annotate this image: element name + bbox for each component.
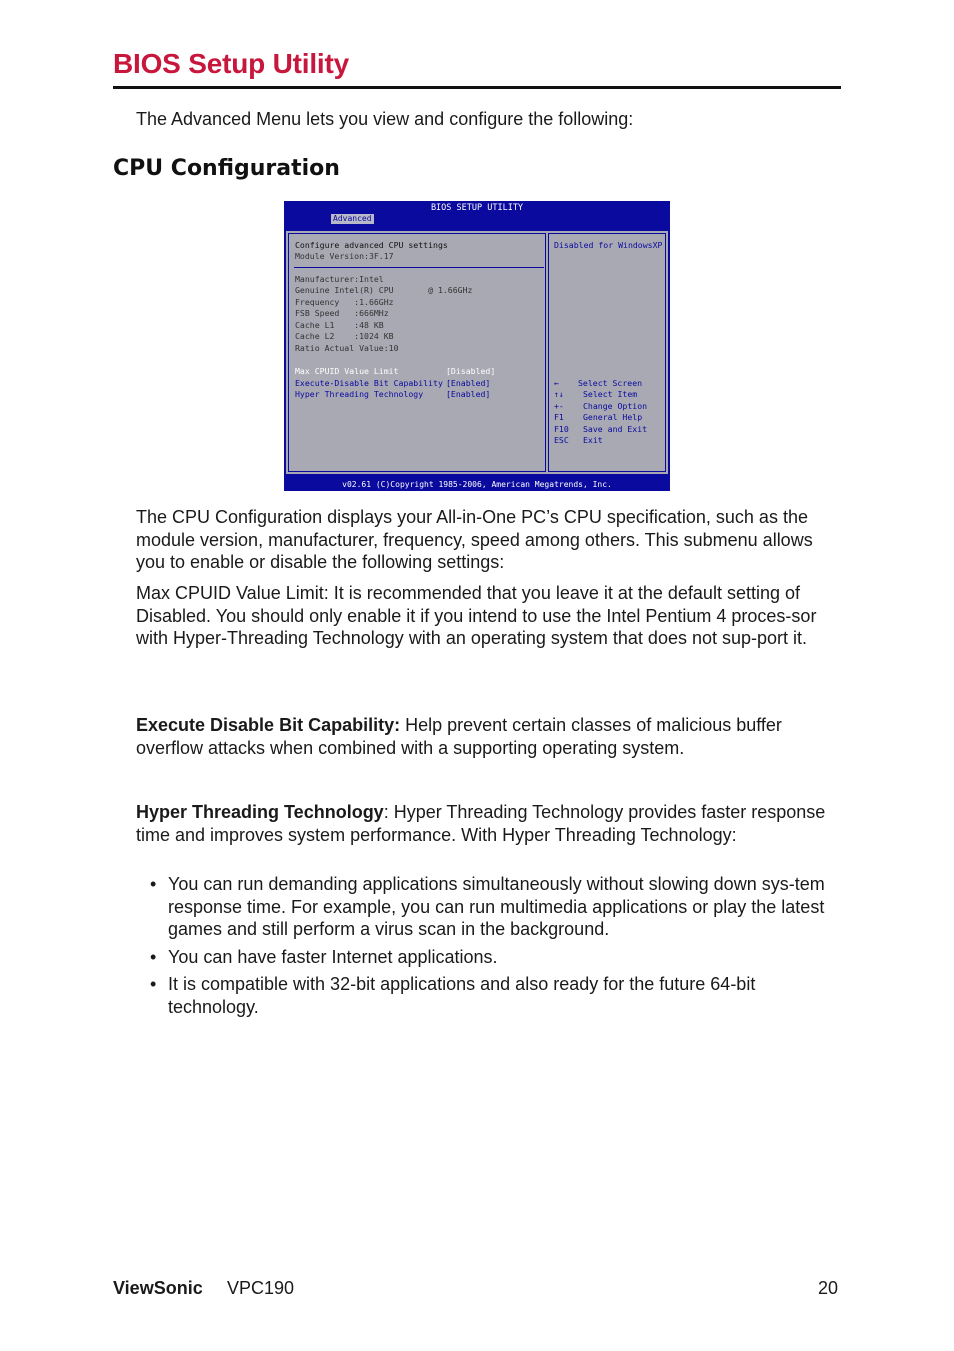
list-item <box>150 973 840 1018</box>
execute-disable-term: Execute Disable Bit Capability: <box>136 715 401 735</box>
bios-left-pane <box>288 233 546 472</box>
bios-setting-label[interactable]: Execute-Disable Bit Capability <box>295 378 443 388</box>
list-item <box>150 946 840 969</box>
execute-disable-description <box>136 714 841 759</box>
bios-line: Frequency :1.66GHz <box>295 297 394 307</box>
footer-brand: ViewSonic <box>113 1278 203 1298</box>
bios-key: ← <box>554 378 559 388</box>
bios-screenshot <box>284 201 670 491</box>
list-item-text: It is compatible with 32-bit applications and also ready for the future 64-bit technology. <box>168 974 756 1017</box>
bullet-mark: • <box>150 874 157 894</box>
bios-line: Ratio Actual Value:10 <box>295 343 399 353</box>
title-rule <box>113 86 841 89</box>
bios-key-desc: Select Screen <box>578 378 643 388</box>
bios-line: FSB Speed :666MHz <box>295 308 389 318</box>
bios-key: ↑↓ <box>554 389 564 399</box>
hyper-threading-term: Hyper Threading Technology <box>136 802 384 822</box>
bios-key-desc: Exit <box>583 435 603 445</box>
bios-setting-value[interactable]: [Enabled] <box>446 389 491 399</box>
footer-model: VPC190 <box>227 1278 295 1298</box>
bios-title: BIOS SETUP UTILITY <box>430 203 524 213</box>
intro-text: The Advanced Menu lets you view and configure the following: <box>136 109 634 129</box>
bios-tab-bar <box>284 213 670 225</box>
bios-line: Module Version:3F.17 <box>295 251 394 261</box>
page-title: BIOS Setup Utility <box>113 48 349 79</box>
list-item <box>150 873 840 941</box>
bios-line: Cache L1 :48 KB <box>295 320 384 330</box>
bullet-mark: • <box>150 974 157 994</box>
bios-line: Cache L2 :1024 KB <box>295 331 394 341</box>
page-number: 20 <box>818 1278 839 1298</box>
hyper-threading-text: : Hyper Threading Technology provides faster response time and improves system performance. With Hyper Threading Technology: <box>136 802 826 845</box>
bios-help-text: Disabled for WindowsXP <box>554 240 663 250</box>
bullet-mark: • <box>150 946 157 967</box>
cpu-config-description: The CPU Configuration displays your All-in-One PC’s CPU specification, such as the module version, manufacturer, frequency, speed among others. This submenu allows you to enable or disable the following settings: <box>136 507 813 572</box>
bios-line: Configure advanced CPU settings <box>295 240 448 250</box>
bios-copyright: v02.61 (C)Copyright 1985-2006, American Megatrends, Inc. <box>342 480 612 489</box>
bios-tab-advanced: Advanced <box>333 214 372 223</box>
bios-key-desc: Select Item <box>583 389 638 399</box>
bios-line: Manufacturer:Intel <box>295 274 384 284</box>
section-heading: CPU Configuration <box>113 156 340 181</box>
bios-setting-label[interactable]: Max CPUID Value Limit <box>295 366 399 376</box>
bios-key: F1 <box>554 412 564 422</box>
bios-setting-value[interactable]: [Disabled] <box>446 366 496 376</box>
bios-setting-label[interactable]: Hyper Threading Technology <box>295 389 424 399</box>
bios-key: +- <box>554 401 564 411</box>
benefits-list <box>150 873 840 1023</box>
bios-help-pane <box>548 233 666 472</box>
max-cpuid-description: Max CPUID Value Limit: It is recommended that you leave it at the default setting of Disabled. You should only enable it if you intend to use the Intel Pentium 4 proces-sor with Hyper-Threading Technology with an operating system that does not sup-port it. <box>136 583 817 648</box>
bios-key-desc: Change Option <box>583 401 648 411</box>
bios-setting-value[interactable]: [Enabled] <box>446 378 491 388</box>
execute-disable-text: Help prevent certain classes of malicious buffer overflow attacks when combined with a supporting operating system. <box>136 715 782 758</box>
bios-key: ESC <box>554 435 569 445</box>
list-item-text: You can have faster Internet applications. <box>168 946 498 967</box>
bios-key-desc: Save and Exit <box>583 424 648 434</box>
bios-key: F10 <box>554 424 569 434</box>
bios-separator <box>294 267 544 268</box>
bios-panel <box>286 231 668 474</box>
list-item-text: You can run demanding applications simultaneously without slowing down sys-tem response time. For example, you can run multimedia applications or play the latest games and still perform a virus scan in the background. <box>168 874 825 939</box>
bios-line: Genuine Intel(R) CPU @ 1.66GHz <box>295 285 473 295</box>
hyper-threading-description <box>136 801 841 846</box>
bios-key-desc: General Help <box>583 412 643 422</box>
